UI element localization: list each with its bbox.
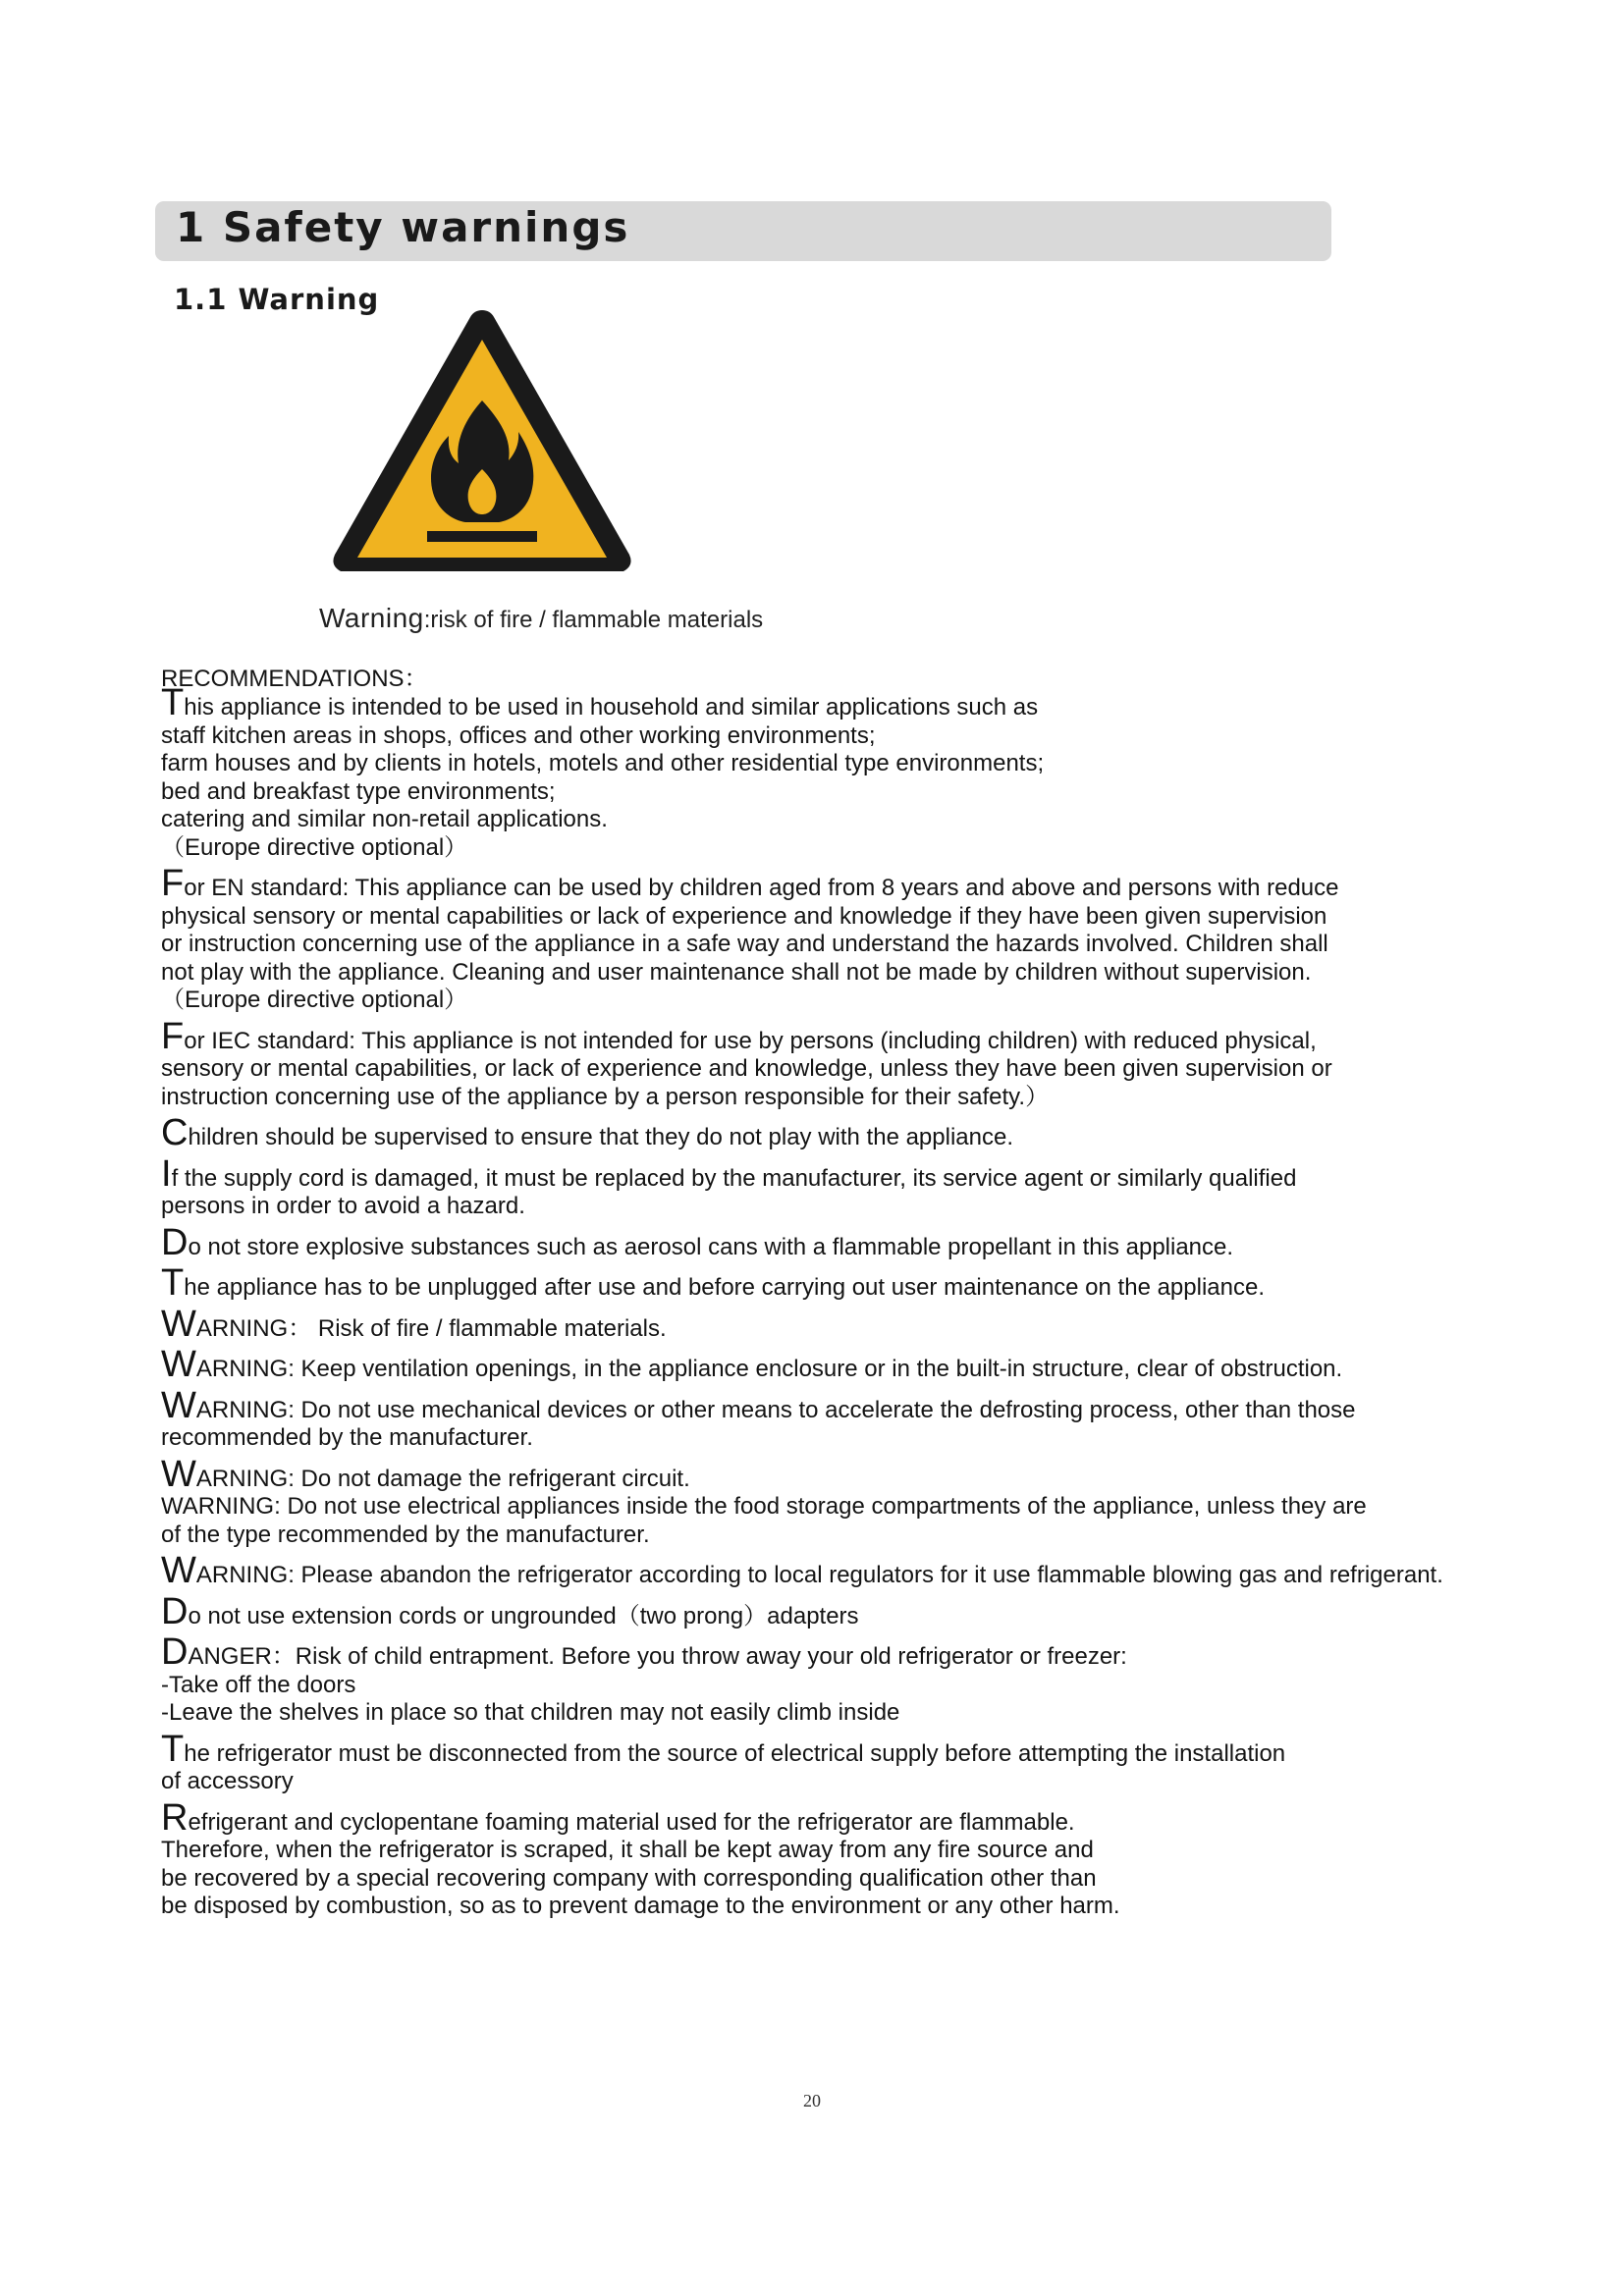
paragraph-line [161,806,1536,834]
paragraph-line [161,1493,1536,1522]
paragraph-line [161,722,1536,751]
drop-initial: W [161,1384,196,1426]
drop-initial: F [161,863,185,904]
line-text: instruction concerning use of the appliance by a person responsible for their safety.） [161,1083,1050,1110]
line-text: WARNING: Do not use electrical appliances inside the food storage compartments of the appliance, unless they are [161,1493,1367,1520]
caption-text: :risk of fire / flammable materials [423,607,764,633]
line-text: or IEC standard: This appliance is not intended for use by persons (including children) with reduced physical, [184,1027,1317,1054]
paragraph-line [161,1453,1536,1495]
caption-label: Warning [319,603,424,633]
line-text: be recovered by a special recovering company with corresponding qualification other than [161,1864,1097,1892]
paragraph-line [161,931,1536,959]
paragraph-line [161,1590,1536,1632]
paragraph-line [161,1303,1536,1345]
safety-paragraph [161,1152,1536,1221]
drop-initial: I [161,1152,172,1195]
paragraph-line [161,1672,1536,1700]
safety-paragraph [161,1262,1536,1304]
line-text: Therefore, when the refrigerator is scraped, it shall be kept away from any fire source and [161,1837,1094,1863]
line-text: ARNING: Keep ventilation openings, in the appliance enclosure or in the built-in structure, clear of obstruction. [195,1356,1343,1382]
line-text: physical sensory or mental capabilities or lack of experience and knowledge if they have been given supervision [161,902,1327,930]
line-text: o not store explosive substances such as aerosol cans with a flammable propellant in this appliance. [188,1233,1234,1260]
line-text: catering and similar non-retail applications. [161,806,608,832]
page-number: 20 [803,2091,821,2110]
drop-initial: D [161,1221,189,1263]
safety-paragraph [161,1112,1536,1153]
section-title: 1 Safety warnings [176,203,630,251]
drop-initial: D [161,1590,189,1632]
drop-initial: W [161,1550,196,1591]
paragraph-line [161,1344,1536,1385]
paragraph-line [161,1193,1536,1221]
paragraph-line [161,1837,1536,1865]
line-text: （Europe directive optional） [161,833,468,861]
line-text: hildren should be supervised to ensure that they do not play with the appliance. [188,1124,1014,1150]
paragraph-line [161,903,1536,932]
paragraph-line [161,1893,1536,1921]
safety-paragraph [161,1796,1536,1921]
safety-paragraph [161,1590,1536,1632]
line-text: staff kitchen areas in shops, offices and other working environments; [161,721,876,749]
paragraph-line [161,1084,1536,1112]
line-text: he appliance has to be unplugged after use and before carrying out user maintenance on the appliance. [184,1274,1265,1301]
paragraph-line [161,863,1536,904]
paragraph-line [161,1015,1536,1057]
recommendations-heading: RECOMMENDATIONS： [161,666,428,692]
paragraph-line [161,750,1536,778]
line-text: recommended by the manufacturer. [161,1424,533,1451]
line-text: ARNING： Risk of fire / flammable materials. [195,1314,667,1342]
drop-initial: T [161,682,185,723]
line-text: farm houses and by clients in hotels, motels and other residential type environments; [161,750,1045,776]
safety-paragraph [161,1631,1536,1728]
paragraph-line [161,778,1536,807]
line-text: f the supply cord is damaged, it must be replaced by the manufacturer, its service agent or similarly qualified [171,1164,1297,1192]
subsection-title: 1.1 Warning [174,283,380,316]
drop-initial: D [161,1631,189,1673]
line-text: persons in order to avoid a hazard. [161,1193,525,1219]
line-text: ARNING: Please abandon the refrigerator according to local regulators for it use flammable blowing gas and refrigerant. [195,1562,1443,1588]
line-text: of the type recommended by the manufacturer. [161,1521,650,1548]
line-text: o not use extension cords or ungrounded（two prong）adapters [188,1602,859,1629]
safety-paragraph [161,1453,1536,1550]
drop-initial: F [161,1015,185,1057]
safety-text-body [161,682,1536,1929]
paragraph-line [161,1262,1536,1304]
drop-initial: R [161,1796,189,1839]
line-text: sensory or mental capabilities, or lack of experience and knowledge, unless they have been given supervision or [161,1055,1332,1082]
safety-paragraph [161,1550,1536,1591]
safety-paragraph [161,1384,1536,1453]
safety-paragraph [161,1728,1536,1796]
line-text: of accessory [161,1768,294,1794]
paragraph-line [161,1728,1536,1770]
line-text: -Leave the shelves in place so that children may not easily climb inside [161,1699,900,1726]
safety-paragraph [161,1221,1536,1263]
flame-base-bar [427,531,537,542]
line-text: ARNING: Do not use mechanical devices or other means to accelerate the defrosting process, other than those [195,1396,1356,1423]
line-text: be disposed by combustion, so as to prevent damage to the environment or any other harm. [161,1893,1120,1919]
line-text: （Europe directive optional） [161,987,468,1013]
line-text: or EN standard: This appliance can be used by children aged from 8 years and above and persons with reduce [184,875,1339,901]
paragraph-line [161,1055,1536,1084]
paragraph-line [161,1112,1536,1153]
safety-paragraph [161,682,1536,862]
drop-initial: W [161,1453,196,1495]
line-text: ARNING: Do not damage the refrigerant circuit. [195,1465,690,1492]
paragraph-line [161,987,1536,1015]
paragraph-line [161,1522,1536,1550]
safety-paragraph [161,1015,1536,1112]
drop-initial: T [161,1262,185,1304]
paragraph-line [161,1796,1536,1839]
flammable-warning-icon [329,306,635,577]
sign-caption [319,603,763,634]
paragraph-line [161,1221,1536,1263]
paragraph-line [161,959,1536,988]
line-text: or instruction concerning use of the appliance in a safe way and understand the hazards involved. Children shall [161,931,1328,957]
safety-paragraph [161,1303,1536,1345]
paragraph-line [161,1384,1536,1426]
line-text: his appliance is intended to be used in household and similar applications such as [184,694,1039,721]
paragraph-line [161,682,1536,723]
line-text: he refrigerator must be disconnected from the source of electrical supply before attempting the installation [184,1739,1286,1767]
paragraph-line [161,1768,1536,1796]
drop-initial: W [161,1344,196,1385]
safety-paragraph [161,1344,1536,1385]
paragraph-line [161,834,1536,863]
line-text: bed and breakfast type environments; [161,777,556,805]
drop-initial: T [161,1728,185,1770]
line-text: efrigerant and cyclopentane foaming material used for the refrigerator are flammable. [188,1808,1075,1836]
paragraph-line [161,1152,1536,1195]
line-text: -Take off the doors [161,1671,356,1698]
drop-initial: C [161,1112,189,1153]
paragraph-line [161,1550,1536,1591]
line-text: ANGER：Risk of child entrapment. Before you throw away your old refrigerator or freezer: [188,1643,1127,1670]
paragraph-line [161,1865,1536,1894]
paragraph-line [161,1699,1536,1728]
paragraph-line [161,1631,1536,1673]
paragraph-line [161,1424,1536,1453]
safety-paragraph [161,863,1536,1015]
drop-initial: W [161,1303,196,1345]
line-text: not play with the appliance. Cleaning and user maintenance shall not be made by children without supervision. [161,958,1312,986]
